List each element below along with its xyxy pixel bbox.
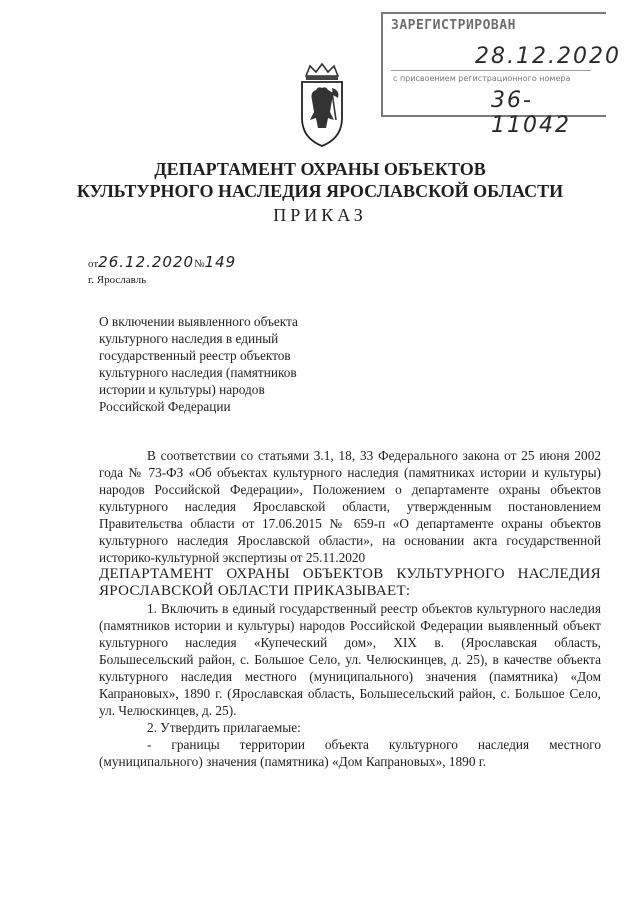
stamp-caption: с присвоением регистрационного номера <box>393 74 571 83</box>
order-number-label: № <box>194 258 205 270</box>
stamp-date: 28.12.2020 <box>475 44 621 69</box>
coat-of-arms-emblem <box>296 62 348 148</box>
item-1-paragraph: 1. Включить в единый государственный реестр объектов культурного наследия (памятников истории и культуры) народов Российской Федерации выявленный объект культурного наследия «Купеческий дом», XIX в. (Ярославская область, Большесельский район, с. Большое Село, ул. Челюскинцев, д. 25), в качестве объекта культурного наследия местного (муниципального) значения (памятника) «Дом Капрановых», 1890 г. (Ярославская область, Большесельский район, с. Большое Село, ул. Челюскинцев, д. 25). <box>99 601 601 718</box>
order-date: 26.12.2020 <box>98 253 195 271</box>
subject-line: государственный реестр объектов <box>99 348 291 363</box>
registration-stamp <box>381 12 621 138</box>
preamble-paragraph: В соответствии со статьями 3.1, 18, 33 Федерального закона от 25 июня 2002 года № 73-ФЗ «Об объектах культурного наследия (памятниках истории и культуры) народов Российской Федерации», Положением о департаменте охраны объектов культурного наследия Ярославской области, утвержденным постановлением Правительства области от 17.06.2015 № 659-п «О департаменте охраны объектов культурного наследия Ярославской области», на основании акта государственной историко-культурной экспертизы от 25.11.2020 <box>99 448 601 565</box>
subject-line: культурного наследия (памятников <box>99 365 297 380</box>
subject-line: истории и культуры) народов <box>99 382 265 397</box>
order-city: г. Ярославль <box>88 274 147 286</box>
subject-line: Российской Федерации <box>99 399 231 414</box>
order-date-line <box>88 253 236 271</box>
order-date-prefix: от <box>88 258 99 270</box>
order-subject <box>99 313 359 415</box>
subject-line: О включении выявленного объекта <box>99 314 298 329</box>
stamp-registration-number: 36-11042 <box>491 88 571 138</box>
subject-line: культурного наследия в единый <box>99 331 279 346</box>
document-type: ПРИКАЗ <box>273 205 367 225</box>
item-2-paragraph: 2. Утвердить прилагаемые: <box>147 720 301 735</box>
stamp-title: ЗАРЕГИСТРИРОВАН <box>391 18 516 33</box>
item-2-dash-paragraph: - границы территории объекта культурного наследия местного (муниципального) значения (памятника) «Дом Капрановых», 1890 г. <box>99 737 601 769</box>
department-title-line-1: ДЕПАРТАМЕНТ ОХРАНЫ ОБЪЕКТОВ <box>154 159 486 179</box>
order-number: 149 <box>204 253 237 271</box>
decree-heading: ДЕПАРТАМЕНТ ОХРАНЫ ОБЪЕКТОВ КУЛЬТУРНОГО НАСЛЕДИЯ ЯРОСЛАВСКОЙ ОБЛАСТИ ПРИКАЗЫВАЕТ: <box>99 566 601 599</box>
stamp-divider <box>391 70 591 71</box>
department-title-line-2: КУЛЬТУРНОГО НАСЛЕДИЯ ЯРОСЛАВСКОЙ ОБЛАСТИ <box>76 181 564 201</box>
order-body <box>99 447 601 770</box>
